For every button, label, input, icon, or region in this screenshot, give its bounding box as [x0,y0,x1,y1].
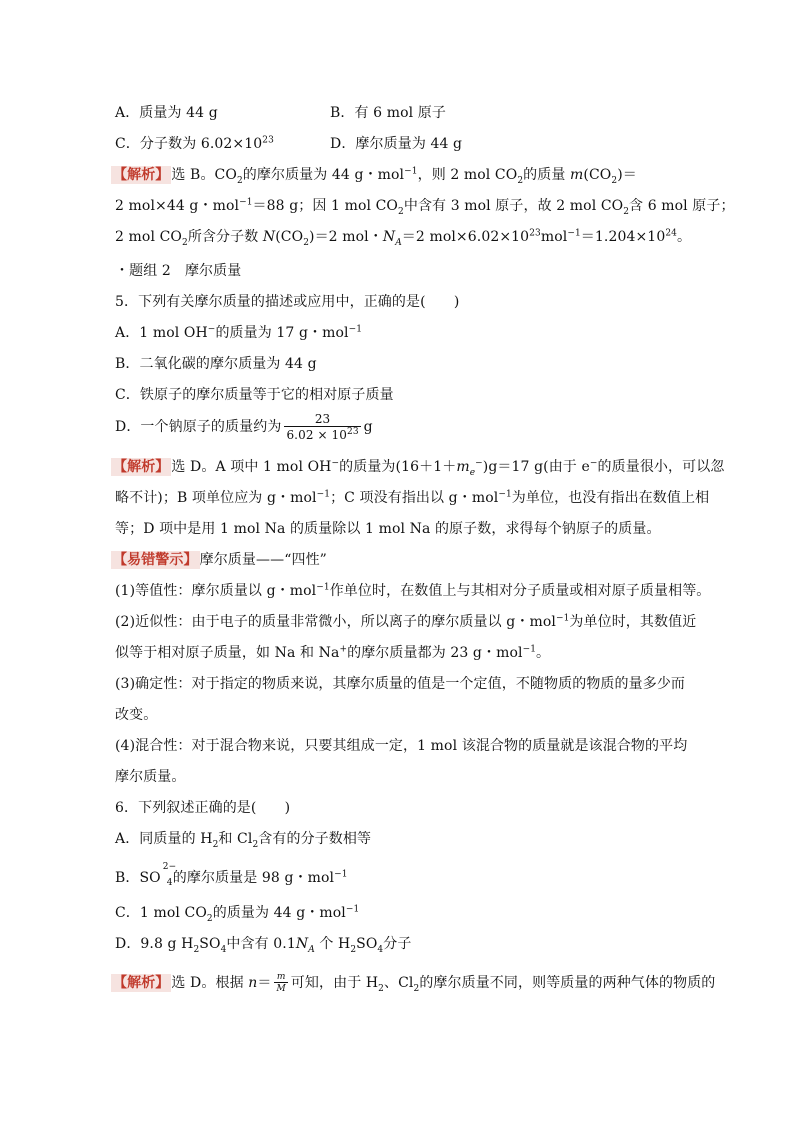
q6-option-b[interactable]: B．SO 2− 4 的摩尔质量是 98 g・mol$^{-1}$ [115,862,348,888]
q6-option-d[interactable]: D．9.8 g $H_2SO_4$中含有 $0.1N_A$ 个 $H_2SO_4$分子 [115,936,412,955]
q5-option-a[interactable]: A．1 mol OH−的质量为 17 g・mol$^{-1}$ [115,324,363,341]
q5-option-b[interactable]: B．二氧化碳的摩尔质量为 44 g [115,356,317,372]
q5-option-c[interactable]: C．铁原子的摩尔质量等于它的相对原子质量 [115,387,394,403]
group-heading: ・题组 2 摩尔质量 [115,263,242,279]
q5-analysis-line-3: 等；D 项中是用 1 mol Na 的质量除以 1 mol Na 的原子数，求得每个钠原子的质量。 [115,521,661,537]
warning-point-3a: (3)确定性：对于指定的物质来说，其摩尔质量的值是一个定值，不随物质的物质的量多少而 [115,676,686,692]
analysis-tag: 【解析】 [113,167,170,183]
q4-options-row-1 [115,104,446,122]
analysis-tag: 【解析】 [113,459,170,475]
q6-stem: 6．下列叙述正确的是( ) [115,800,291,816]
q5-analysis-line-1: 【解析】 选 D。A 项中 1 mol OH−的质量为$(16+1+m_e^-)g=17$ g(由于 e−的质量很小，可以忽 [113,458,725,478]
q4-analysis-line-3: 2 mol $CO_2$所含分子数 $N(CO_2)=2$ mol・$N_A=2$ $mol\times 6.02\times 10^{23}mol^{-1}=1.204\times 10^{24}$。 [115,228,692,248]
q4-analysis-line-2: 2 mol×44 g・mol$^{-1}$＝88 g；因 1 mol $CO_2$中含有 3 mol 原子，故 2 mol $CO_2$含 6 mol 原子； [115,197,735,217]
warning-point-2b: 似等于相对原子质量，如 Na 和 Na+的摩尔质量都为 23 g・mol$^{-1}$。 [115,644,551,661]
warning-title: 【易错警示】 摩尔质量——“四性” [113,552,327,568]
q5-analysis-line-2: 略不计)；B 项单位应为 g・mol$^{-1}$；C 项没有指出以 g・mol$^{-1}$为单位，也没有指出在数值上相 [115,489,710,506]
q6-option-a[interactable]: A．同质量的 $H_2$和 $Cl_2$含有的分子数相等 [115,831,372,850]
warning-tag: 【易错警示】 [113,552,198,568]
analysis-tag: 【解析】 [113,975,170,991]
warning-point-1: (1)等值性：摩尔质量以 g・mol$^{-1}$作单位时，在数值上与其相对分子质量或相对原子质量相等。 [115,582,711,599]
q4-options-row-2 [115,135,463,153]
sulfate-charge: 2− 4 [162,862,177,888]
warning-point-4b: 摩尔质量。 [115,769,186,785]
warning-point-4a: (4)混合性：对于混合物来说，只要其组成一定，1 mol 该混合物的质量就是该混合物的平均 [115,738,688,754]
q4-analysis-line-1: 【解析】 选 B。$CO_2$的摩尔质量为 44 g・mol$^{-1}$，则 2 mol $CO_2$的质量 $m(CO_2)=$ [113,166,637,186]
q4-option-b[interactable]: B．有 6 mol 原子 [330,105,446,121]
fraction: $\frac{23}{6.02 \times 10^{23}}$ [286,412,359,442]
q6-analysis-line-1: 【解析】 选 D。根据 n＝ $\frac{m}{M}$ 可知，由于 $H_2$、$Cl_2$的摩尔质量不同，则等质量的两种气体的物质的 [113,972,716,994]
q6-option-c[interactable]: C．1 mol $CO_2$的质量为 44 g・mol$^{-1}$ [115,904,360,924]
q5-option-d[interactable]: D．一个钠原子的质量约为 $\frac{23}{6.02 \times 10^{23}}$ g [115,412,373,442]
fraction-m-over-M: $\frac{m}{M}$ [276,972,286,994]
q5-stem: 5．下列有关摩尔质量的描述或应用中，正确的是( ) [115,294,460,310]
q4-option-d[interactable]: D．摩尔质量为 44 g [330,136,463,152]
q4-option-a[interactable]: A．质量为 44 g [115,105,218,121]
q4-option-c[interactable]: C．分子数为 $6.02\times 10^{23}$ [115,135,274,152]
warning-point-3b: 改变。 [115,707,158,723]
warning-point-2a: (2)近似性：由于电子的质量非常微小，所以离子的摩尔质量以 g・mol$^{-1}$为单位时，其数值近 [115,613,697,630]
